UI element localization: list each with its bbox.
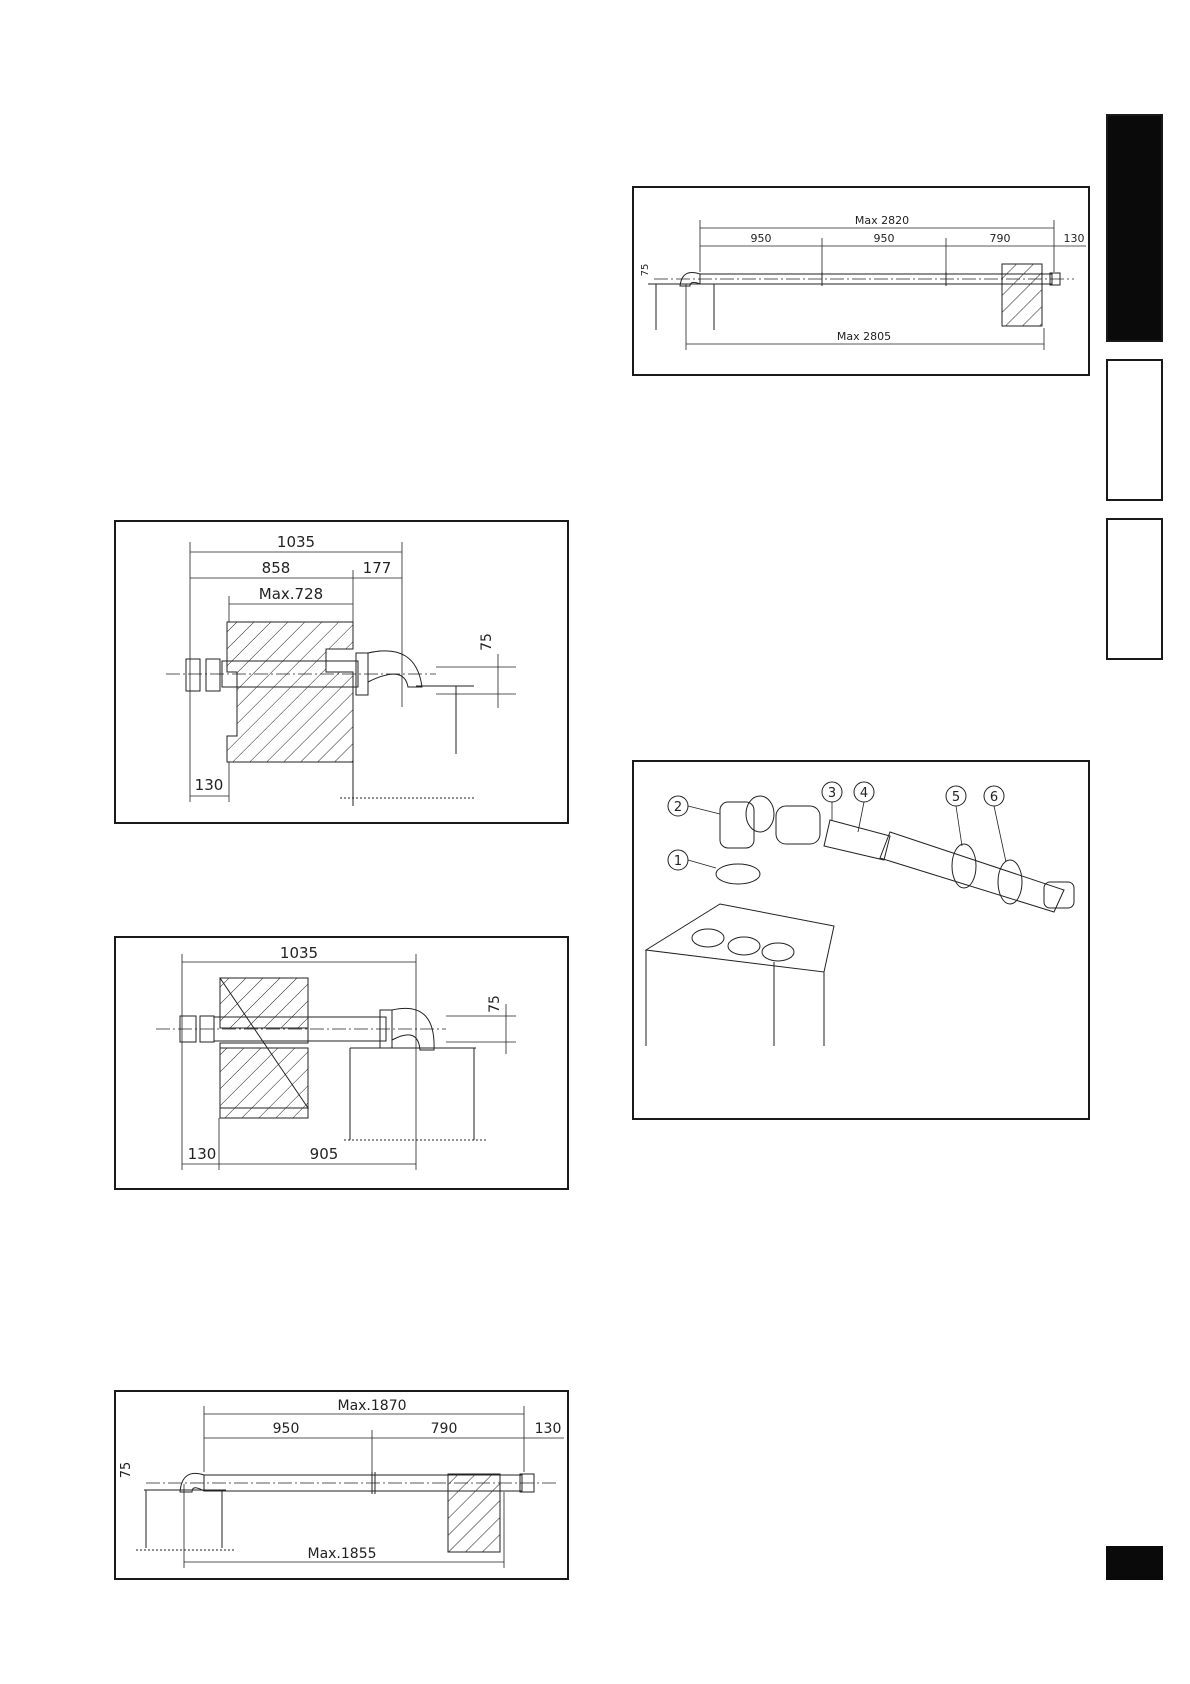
callout-5: 5 [951, 790, 961, 805]
callout-3: 3 [827, 786, 837, 801]
dim-max-top: Max 2820 [854, 214, 910, 227]
dim-seg2: 950 [873, 232, 895, 245]
flue-parts [716, 796, 1074, 912]
callout-2: 2 [673, 800, 683, 815]
diagram-flue-rear [114, 936, 569, 1190]
dim-term: 130 [194, 776, 224, 794]
dim-total: 1035 [276, 533, 316, 551]
dim-height: 75 [119, 1461, 134, 1479]
section-tab[interactable] [1106, 518, 1163, 660]
dim-seg1: 950 [272, 1421, 300, 1437]
dim-seg2: 790 [430, 1421, 458, 1437]
dim-right: 177 [362, 559, 392, 577]
boiler-outline [646, 904, 834, 1046]
diagram-flue-kit-exploded [632, 760, 1090, 1120]
section-tab[interactable] [1106, 359, 1163, 501]
dim-seg1: 950 [750, 232, 772, 245]
callout-1: 1 [673, 854, 683, 869]
callout-4: 4 [859, 786, 869, 801]
callouts [668, 782, 1006, 870]
dim-height: 75 [640, 263, 651, 277]
dim-height: 75 [479, 633, 495, 651]
section-tab-active[interactable] [1106, 114, 1163, 342]
diagram-flue-extension-two [632, 186, 1090, 376]
dim-term: 130 [187, 1145, 217, 1163]
callout-6: 6 [989, 790, 999, 805]
dim-term: 130 [1063, 232, 1085, 245]
dim-length: 905 [309, 1145, 339, 1163]
page-number-box [1106, 1546, 1163, 1580]
diagram-flue-standard [114, 520, 569, 824]
diagram-flue-extension-one [114, 1390, 569, 1580]
dim-seg3: 790 [989, 232, 1011, 245]
dim-term: 130 [534, 1421, 562, 1437]
dim-max-top: Max.1870 [337, 1398, 407, 1414]
dim-inner: 858 [261, 559, 291, 577]
dim-max: Max.728 [258, 585, 324, 603]
wall-section [227, 622, 353, 762]
dim-total: 1035 [279, 944, 319, 962]
dim-max-bottom: Max 2805 [836, 330, 892, 343]
dim-height: 75 [487, 995, 503, 1013]
dim-max-bottom: Max.1855 [307, 1546, 377, 1562]
